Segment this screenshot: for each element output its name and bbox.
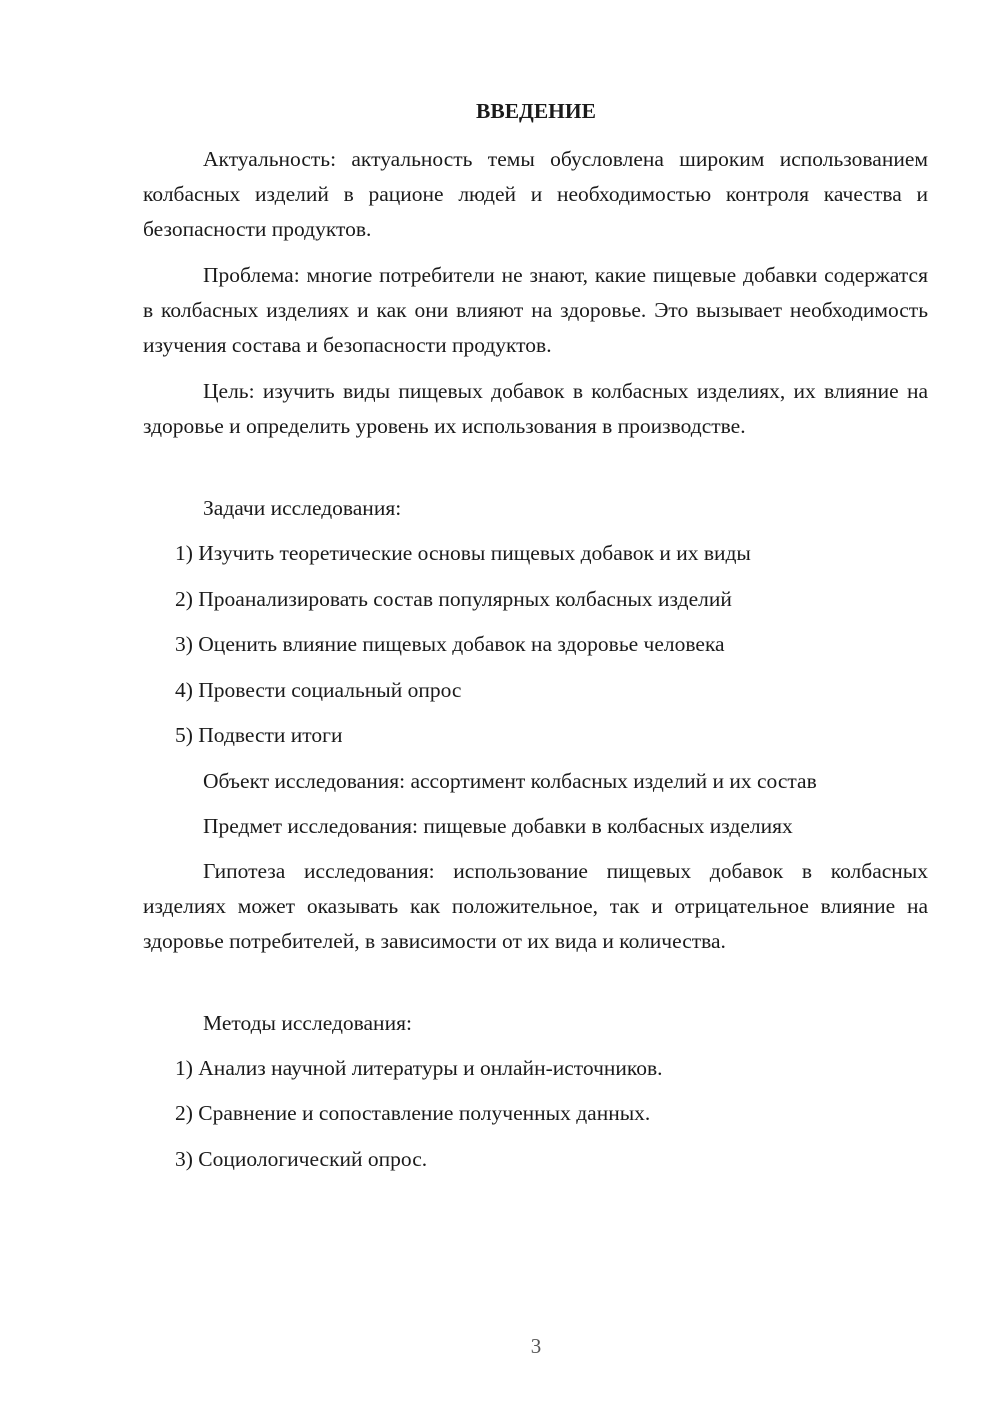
task-item: 5) Подвести итоги <box>175 723 343 747</box>
task-item: 3) Оценить влияние пищевых добавок на здоровье человека <box>175 632 725 656</box>
tasks-title: Задачи исследования: <box>203 496 402 520</box>
goal-paragraph: Цель: изучить виды пищевых добавок в колбасных изделиях, их влияние на здоровье и определить уровень их использования в производстве. <box>143 379 928 438</box>
actuality-paragraph: Актуальность: актуальность темы обусловлена широким использованием колбасных изделий в рационе людей и необходимостью контроля качества и безопасности продуктов. <box>143 147 928 241</box>
task-item: 1) Изучить теоретические основы пищевых добавок и их виды <box>175 541 751 565</box>
problem-paragraph: Проблема: многие потребители не знают, какие пищевые добавки содержатся в колбасных изделиях и как они влияют на здоровье. Это вызывает необходимость изучения состава и безопасности продуктов. <box>143 263 928 357</box>
object-line: Объект исследования: ассортимент колбасных изделий и их состав <box>203 769 817 793</box>
task-item: 4) Провести социальный опрос <box>175 678 462 702</box>
hypothesis-paragraph: Гипотеза исследования: использование пищевых добавок в колбасных изделиях может оказывать как положительное, так и отрицательное влияние на здоровье потребителей, в зависимости от их вида и количества. <box>143 859 928 953</box>
task-item: 2) Проанализировать состав популярных колбасных изделий <box>175 587 732 611</box>
method-item: 3) Социологический опрос. <box>175 1147 428 1171</box>
page-number: 3 <box>530 1334 542 1358</box>
methods-title: Методы исследования: <box>203 1011 412 1035</box>
page-title: ВВЕДЕНИЕ <box>476 99 596 123</box>
method-item: 2) Сравнение и сопоставление полученных данных. <box>175 1101 651 1125</box>
subject-line: Предмет исследования: пищевые добавки в колбасных изделиях <box>203 814 793 838</box>
method-item: 1) Анализ научной литературы и онлайн-источников. <box>175 1056 663 1080</box>
